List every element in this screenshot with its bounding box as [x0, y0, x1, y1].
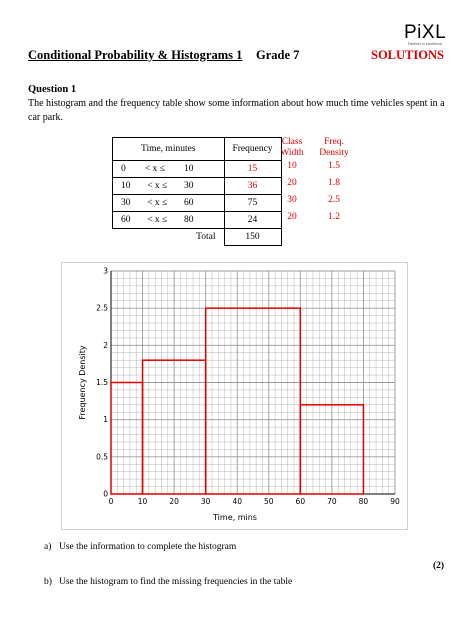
y-tick-label: 3: [103, 266, 108, 276]
y-tick-labels: [96, 267, 108, 499]
pixl-tagline: Partners in excellence: [408, 42, 443, 46]
x-tick-label: 60: [295, 497, 306, 506]
y-tick-label: 0.5: [96, 452, 108, 462]
table-total-row: [113, 229, 282, 246]
row-class-width: 10: [287, 161, 297, 171]
x-tick-label: 50: [264, 497, 274, 506]
total-value: 150: [224, 229, 281, 246]
task-b-label: b): [44, 577, 52, 587]
y-tick-label: 2: [103, 340, 108, 350]
row-freq-density: 1.5: [328, 161, 340, 171]
row-lower: 0: [121, 164, 126, 174]
table-header-row: [113, 138, 282, 161]
grid-major: [111, 271, 395, 494]
row-ineq: < x ≤: [147, 215, 168, 225]
class-width-header: Class Width: [280, 137, 304, 158]
question-intro: The histogram and the frequency table show some information about how much time vehicles spent in a car park.: [28, 98, 445, 123]
task-a-text: Use the information to complete the histogram: [59, 542, 237, 552]
row-frequency: 24: [224, 212, 281, 229]
table-row: [113, 212, 282, 229]
row-class-width: 20: [287, 178, 297, 188]
row-ineq: < x ≤: [147, 198, 168, 208]
row-freq-density: 2.5: [328, 195, 340, 205]
x-tick-label: 80: [358, 497, 369, 506]
freq-density-header: Freq. Density: [319, 137, 349, 158]
question-label: Question 1: [28, 84, 77, 95]
row-frequency: 15: [224, 161, 281, 178]
frequency-table: [112, 137, 282, 246]
header-frequency: Frequency: [224, 138, 281, 161]
task-b: [44, 577, 292, 587]
table-row: [113, 178, 282, 195]
histogram-bar: [206, 308, 301, 494]
task-b-text: Use the histogram to find the missing frequencies in the table: [59, 577, 293, 587]
x-tick-label: 20: [169, 497, 179, 506]
x-axis-label: Time, mins: [213, 513, 257, 522]
x-tick-label: 70: [327, 497, 337, 506]
solutions-label: SOLUTIONS: [371, 48, 444, 62]
y-axis-label: Frequency Density: [78, 345, 87, 420]
grade-label: Grade 7: [256, 48, 300, 62]
x-tick-label: 10: [137, 497, 148, 506]
y-tick-label: 1.5: [96, 378, 108, 387]
x-tick-label: 40: [232, 497, 242, 506]
y-tick-label: 2.5: [96, 303, 108, 313]
row-ineq: < x ≤: [147, 181, 168, 191]
x-tick-label: 90: [390, 497, 400, 506]
row-class-width: 20: [287, 212, 297, 222]
row-upper: 80: [183, 215, 194, 225]
row-frequency: 75: [224, 195, 281, 212]
histogram-chart: [61, 262, 407, 529]
pixl-logo: PiXL: [404, 22, 447, 43]
row-upper: 10: [183, 164, 194, 174]
row-freq-density: 1.8: [328, 178, 340, 188]
x-tick-label: 30: [200, 497, 211, 506]
row-ineq: < x ≤: [144, 164, 165, 174]
task-a-label: a): [44, 542, 52, 552]
row-lower: 60: [121, 215, 131, 225]
y-tick-label: 0: [103, 489, 108, 499]
row-upper: 30: [183, 181, 194, 191]
x-tick-label: 0: [108, 497, 114, 506]
header-time: Time, minutes: [113, 138, 225, 161]
row-lower: 10: [121, 181, 131, 191]
worksheet-title: Conditional Probability & Histograms 1: [28, 48, 243, 62]
table-row: [113, 161, 282, 178]
task-a: [44, 542, 236, 552]
total-label: Total: [113, 229, 225, 246]
row-frequency: 36: [224, 178, 281, 195]
y-tick-label: 1: [103, 415, 108, 425]
x-tick-labels: [109, 497, 400, 506]
row-class-width: 30: [287, 195, 297, 205]
table-row: [113, 195, 282, 212]
row-upper: 60: [183, 198, 194, 208]
histogram-bar: [111, 383, 143, 495]
row-freq-density: 1.2: [328, 212, 340, 222]
task-a-marks: (2): [433, 561, 445, 571]
row-lower: 30: [121, 198, 131, 208]
